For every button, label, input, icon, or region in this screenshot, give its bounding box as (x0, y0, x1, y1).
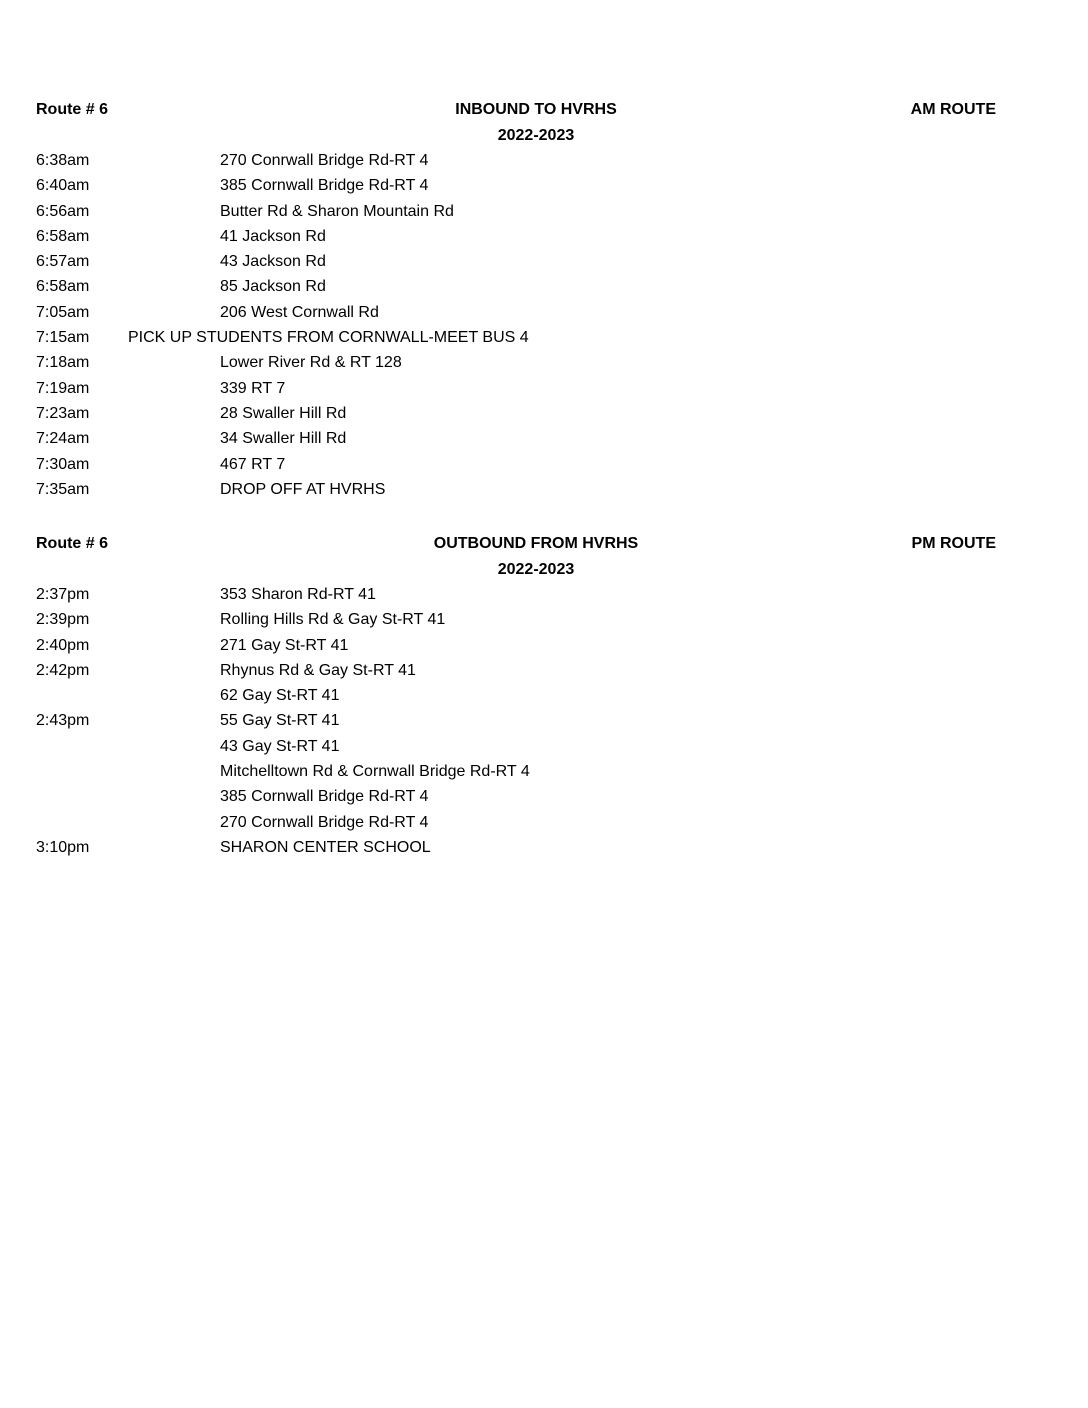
am-stop-row (0, 426, 1088, 451)
am-route-period: AM ROUTE (910, 101, 996, 118)
stop-location: 28 Swaller Hill Rd (220, 404, 347, 422)
am-stop-row (0, 148, 1088, 173)
stop-time: 7:18am (36, 354, 90, 372)
pm-stop-list (0, 582, 1088, 860)
stop-location: Lower River Rd & RT 128 (220, 354, 402, 372)
pm-route-title: OUTBOUND FROM HVRHS (433, 535, 639, 552)
am-stop-row (0, 199, 1088, 224)
am-stop-row (0, 477, 1088, 502)
pm-school-year (0, 557, 1088, 583)
stop-time: 2:43pm (36, 712, 90, 730)
pm-stop-row (0, 708, 1088, 733)
stop-location: 55 Gay St-RT 41 (220, 712, 340, 730)
pm-stop-row (0, 683, 1088, 708)
stop-time: 7:24am (36, 430, 90, 448)
stop-location: 271 Gay St-RT 41 (220, 636, 349, 654)
stop-location: 43 Jackson Rd (220, 253, 326, 271)
pm-stop-row (0, 810, 1088, 835)
am-route-title: INBOUND TO HVRHS (455, 101, 617, 118)
stop-time: 7:19am (36, 379, 90, 397)
stop-time: 2:39pm (36, 611, 90, 629)
stop-location: 43 Gay St-RT 41 (220, 737, 340, 755)
pm-route-period: PM ROUTE (911, 535, 996, 552)
stop-time: 2:42pm (36, 661, 90, 679)
stop-time: 7:15am (36, 329, 90, 347)
stop-time: 3:10pm (36, 838, 90, 856)
pm-stop-row (0, 734, 1088, 759)
stop-time: 6:58am (36, 227, 90, 245)
stop-location: 34 Swaller Hill Rd (220, 430, 347, 448)
am-school-year-label: 2022-2023 (497, 126, 575, 144)
am-stop-row (0, 452, 1088, 477)
am-stop-row (0, 401, 1088, 426)
stop-location: DROP OFF AT HVRHS (220, 480, 386, 498)
am-stop-row (0, 376, 1088, 401)
stop-location: 339 RT 7 (220, 379, 286, 397)
pm-school-year-label: 2022-2023 (497, 560, 575, 578)
stop-location: SHARON CENTER SCHOOL (220, 838, 431, 856)
stop-time: 2:40pm (36, 636, 90, 654)
stop-time: 7:30am (36, 455, 90, 473)
pm-stop-row (0, 759, 1088, 784)
am-stop-row (0, 274, 1088, 299)
am-stop-row (0, 173, 1088, 198)
stop-location: Mitchelltown Rd & Cornwall Bridge Rd-RT 4 (220, 763, 530, 781)
stop-time: 6:38am (36, 152, 90, 169)
stop-location: 62 Gay St-RT 41 (220, 687, 340, 705)
am-route-number: Route # 6 (36, 101, 109, 118)
stop-location: 467 RT 7 (220, 455, 286, 473)
pm-stop-row (0, 784, 1088, 809)
stop-time: 6:57am (36, 253, 90, 271)
stop-location: Rhynus Rd & Gay St-RT 41 (220, 661, 416, 679)
stop-note: PICK UP STUDENTS FROM CORNWALL-MEET BUS 4 (128, 329, 529, 347)
stop-location: 353 Sharon Rd-RT 41 (220, 586, 376, 603)
am-stop-row (0, 300, 1088, 325)
stop-location: 385 Cornwall Bridge Rd-RT 4 (220, 788, 429, 806)
stop-time: 7:23am (36, 404, 90, 422)
am-stop-row (0, 350, 1088, 375)
pm-stop-row (0, 582, 1088, 607)
pm-stop-row (0, 835, 1088, 860)
stop-location: 270 Conrwall Bridge Rd-RT 4 (220, 152, 429, 169)
stop-time: 6:40am (36, 177, 90, 195)
stop-time: 6:56am (36, 202, 90, 220)
stop-location: 206 West Cornwall Rd (220, 303, 379, 321)
stop-location: Rolling Hills Rd & Gay St-RT 41 (220, 611, 446, 629)
am-stop-row (0, 325, 1088, 350)
stop-time: 2:37pm (36, 586, 90, 603)
pm-route-number: Route # 6 (36, 535, 109, 552)
stop-location: 41 Jackson Rd (220, 227, 326, 245)
stop-location: Butter Rd & Sharon Mountain Rd (220, 202, 454, 220)
am-school-year (0, 123, 1088, 149)
pm-route-header (0, 531, 1088, 557)
stop-location: 270 Cornwall Bridge Rd-RT 4 (220, 813, 429, 831)
stop-time: 6:58am (36, 278, 90, 296)
stop-location: 85 Jackson Rd (220, 278, 326, 296)
am-stop-row (0, 224, 1088, 249)
am-stop-row (0, 249, 1088, 274)
am-route-section (0, 97, 1088, 502)
pm-route-section (0, 531, 1088, 860)
stop-location: 385 Cornwall Bridge Rd-RT 4 (220, 177, 429, 195)
am-route-header (0, 97, 1088, 123)
am-stop-list (0, 148, 1088, 502)
pm-stop-row (0, 607, 1088, 632)
pm-stop-row (0, 658, 1088, 683)
stop-time: 7:35am (36, 480, 90, 498)
pm-stop-row (0, 633, 1088, 658)
stop-time: 7:05am (36, 303, 90, 321)
